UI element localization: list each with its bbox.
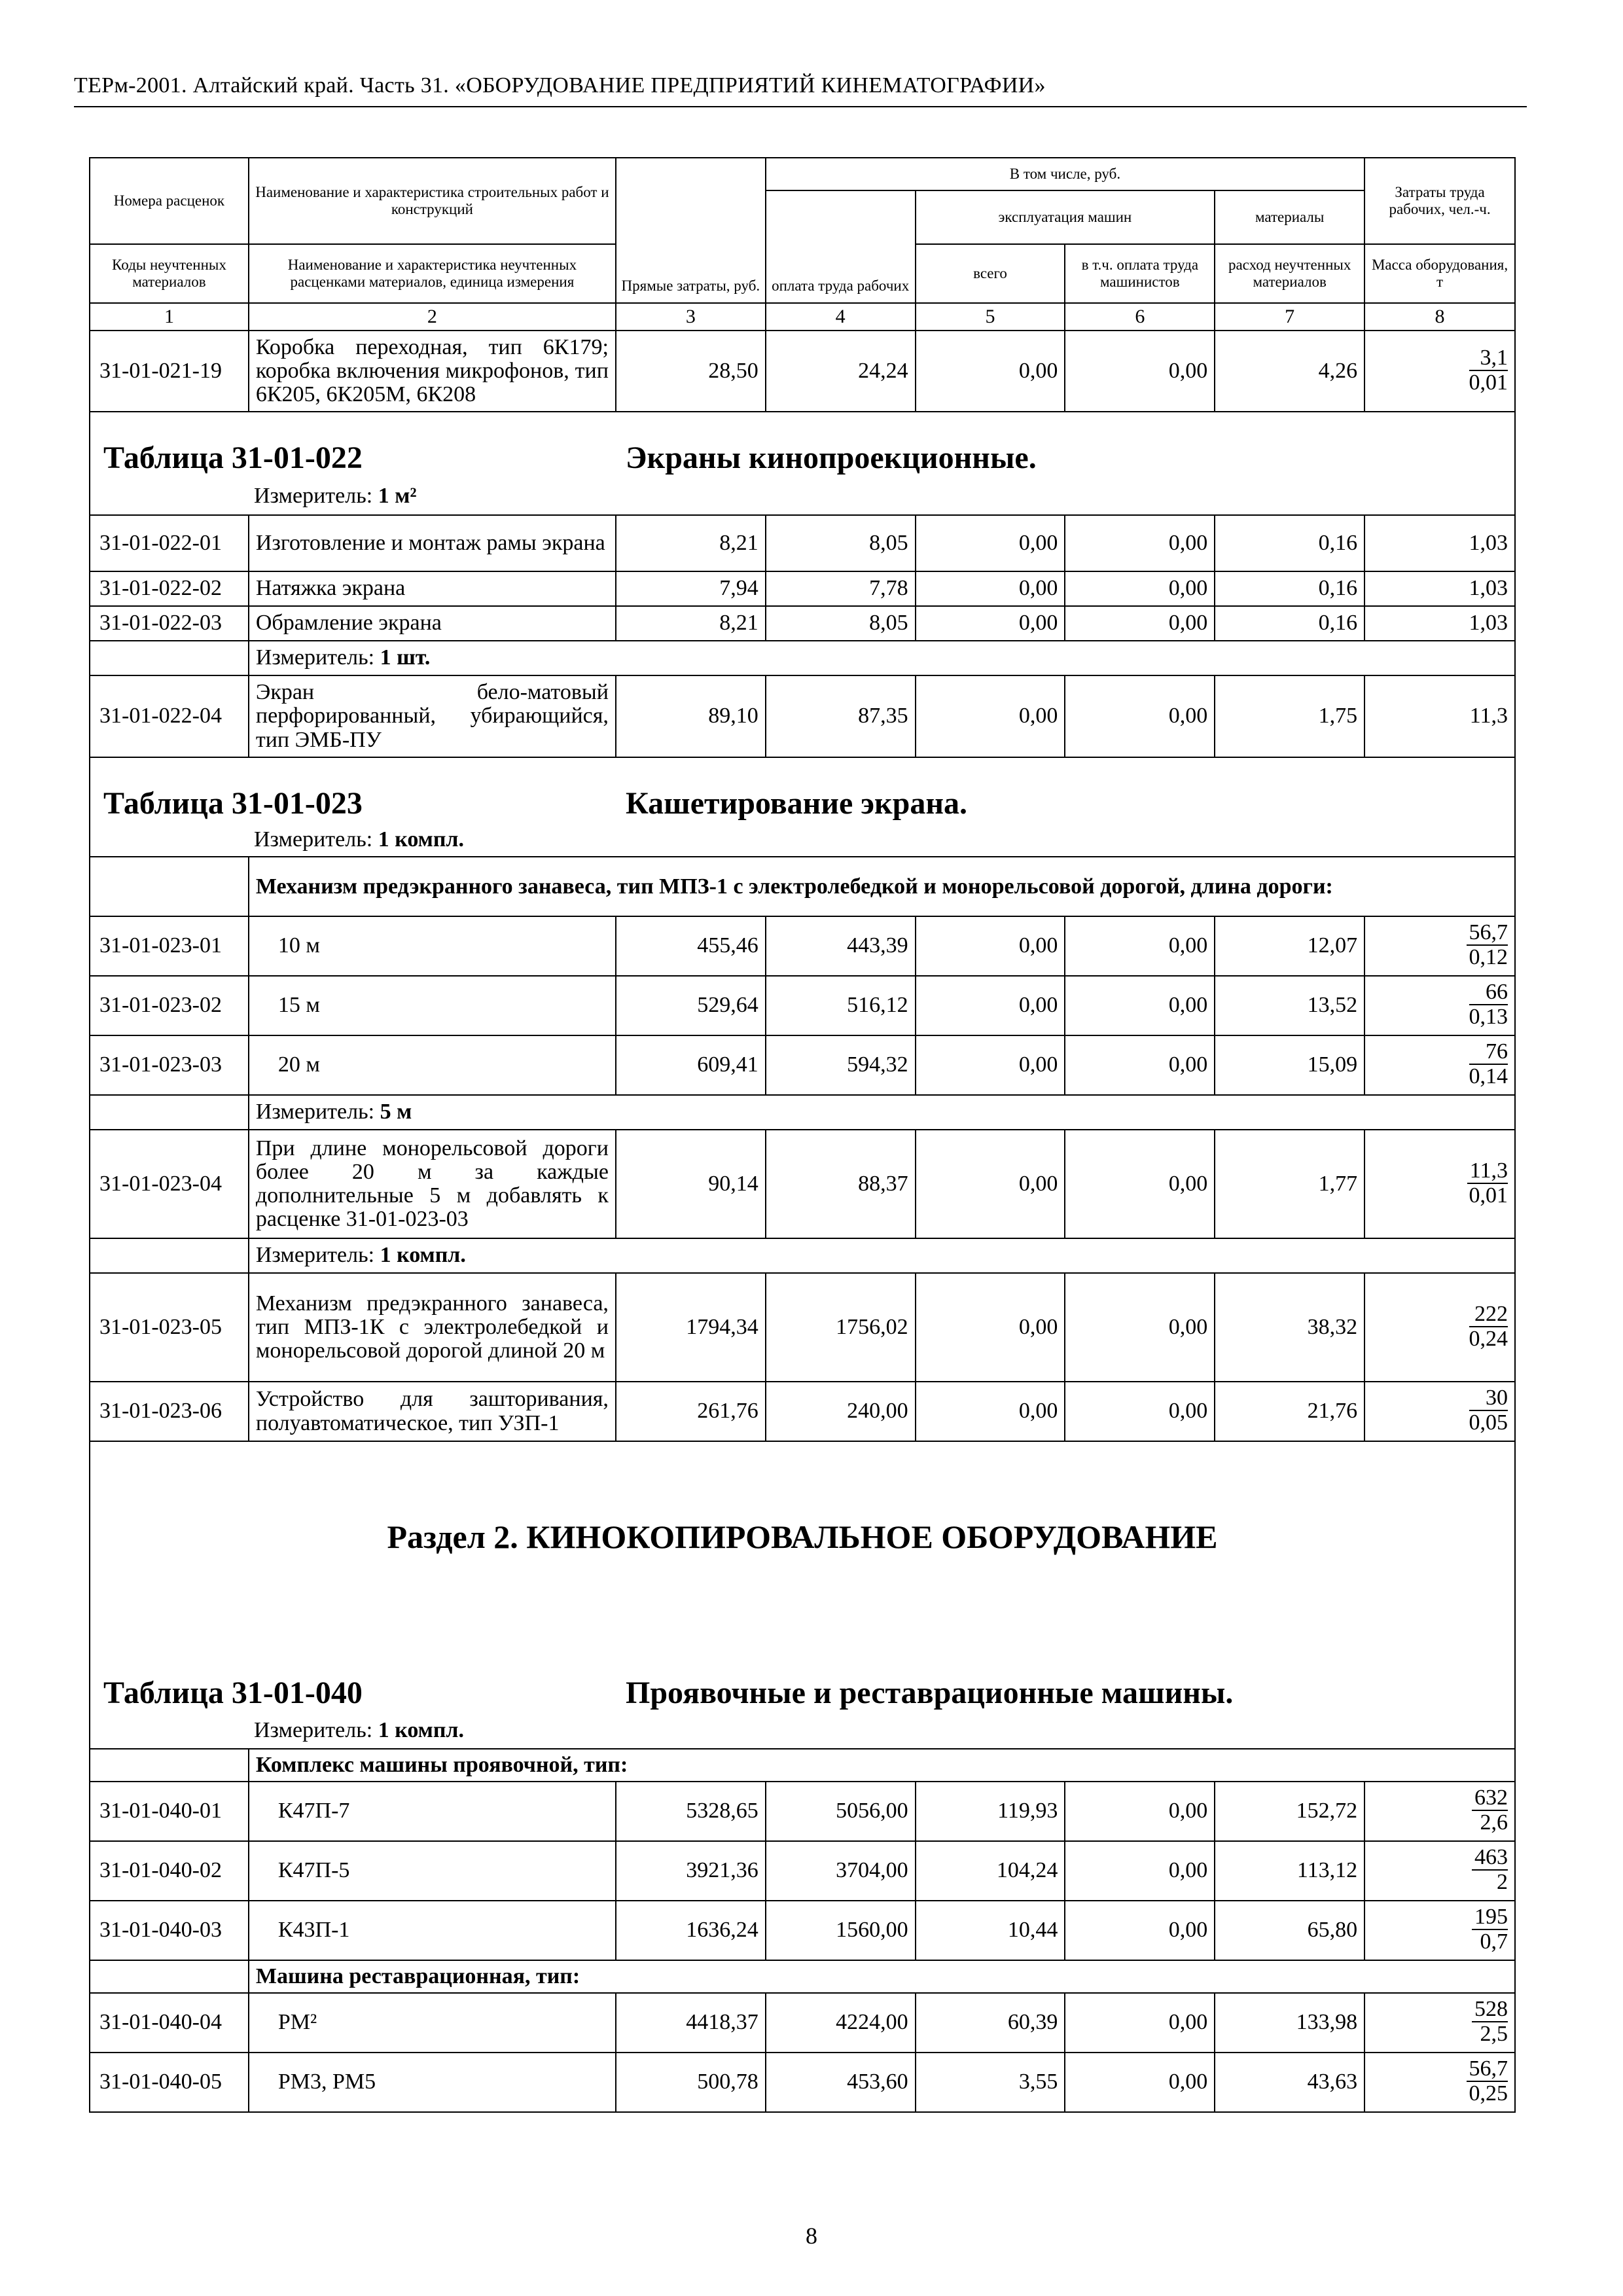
row-machine-total: 0,00 bbox=[916, 515, 1065, 571]
row-machine-total: 0,00 bbox=[916, 331, 1065, 412]
row-operator-pay: 0,00 bbox=[1065, 1382, 1215, 1441]
table-row bbox=[90, 1841, 1515, 1901]
row-direct-cost: 1794,34 bbox=[616, 1273, 766, 1382]
row-name bbox=[249, 2053, 616, 2112]
row-code: 31-01-023-02 bbox=[90, 976, 249, 1035]
row-labor-mass bbox=[1364, 1993, 1515, 2053]
table-row bbox=[90, 1782, 1515, 1841]
row-materials: 15,09 bbox=[1215, 1035, 1364, 1095]
table-title bbox=[90, 757, 1515, 824]
table-row bbox=[90, 2053, 1515, 2112]
column-number: 1 bbox=[90, 303, 249, 331]
row-labor-pay: 1560,00 bbox=[766, 1901, 916, 1960]
unit-row bbox=[90, 1713, 1515, 1749]
fraction bbox=[1467, 2058, 1508, 2105]
row-labor-mass bbox=[1364, 1382, 1515, 1441]
row-materials: 65,80 bbox=[1215, 1901, 1364, 1960]
row-labor-pay: 4224,00 bbox=[766, 1993, 916, 2053]
row-materials: 12,07 bbox=[1215, 916, 1364, 976]
fraction bbox=[1472, 1787, 1508, 1834]
fraction-denominator: 0,25 bbox=[1469, 2081, 1508, 2106]
fraction-denominator: 0,01 bbox=[1469, 370, 1508, 395]
row-name-text: РМ3, РМ5 bbox=[277, 2070, 376, 2094]
row-labor-mass bbox=[1364, 2053, 1515, 2112]
unit-row bbox=[90, 478, 1515, 515]
row-operator-pay: 0,00 bbox=[1065, 916, 1215, 976]
column-number: 4 bbox=[766, 303, 916, 331]
row-operator-pay: 0,00 bbox=[1065, 1841, 1215, 1901]
table-title-row bbox=[90, 1657, 1515, 1713]
row-labor: 1,03 bbox=[1364, 606, 1515, 641]
group-heading: Комплекс машины проявочной, тип: bbox=[249, 1749, 1515, 1782]
row-code: 31-01-040-02 bbox=[90, 1841, 249, 1901]
fraction-denominator: 2 bbox=[1497, 1870, 1508, 1895]
column-number: 8 bbox=[1364, 303, 1515, 331]
table-name: Проявочные и реставрационные машины. bbox=[626, 1676, 1234, 1711]
table-row bbox=[90, 675, 1515, 757]
fraction-denominator: 0,14 bbox=[1469, 1064, 1508, 1089]
row-labor-pay: 516,12 bbox=[766, 976, 916, 1035]
row-name-text: 15 м bbox=[277, 993, 320, 1018]
row-code: 31-01-021-19 bbox=[90, 331, 249, 412]
row-code: 31-01-022-02 bbox=[90, 571, 249, 606]
column-number: 6 bbox=[1065, 303, 1215, 331]
row-machine-total: 0,00 bbox=[916, 571, 1065, 606]
row-name: Натяжка экрана bbox=[249, 571, 616, 606]
unit-value: 1 шт. bbox=[380, 645, 431, 670]
column-number: 7 bbox=[1215, 303, 1364, 331]
fraction bbox=[1469, 347, 1508, 394]
row-operator-pay: 0,00 bbox=[1065, 1782, 1215, 1841]
row-machine-total: 0,00 bbox=[916, 1273, 1065, 1382]
fraction-denominator: 2,6 bbox=[1480, 1810, 1508, 1835]
row-materials: 0,16 bbox=[1215, 606, 1364, 641]
row-materials: 43,63 bbox=[1215, 2053, 1364, 2112]
row-code: 31-01-023-03 bbox=[90, 1035, 249, 1095]
table-row bbox=[90, 976, 1515, 1035]
fraction-numerator: 56,7 bbox=[1467, 2058, 1508, 2082]
row-name-text: 20 м bbox=[277, 1052, 320, 1077]
unit-value: 1 компл. bbox=[380, 1243, 466, 1268]
row-machine-total: 0,00 bbox=[916, 916, 1065, 976]
header-materials: материалы bbox=[1215, 190, 1364, 244]
unit-line bbox=[249, 1238, 1515, 1273]
header-col7: расход неучтенных материалов bbox=[1215, 244, 1364, 303]
fraction-numerator: 528 bbox=[1472, 1998, 1508, 2022]
unit-label: Измеритель: bbox=[255, 645, 375, 670]
group-spacer bbox=[90, 857, 249, 916]
fraction bbox=[1469, 1041, 1508, 1088]
row-operator-pay: 0,00 bbox=[1065, 606, 1215, 641]
row-code: 31-01-040-04 bbox=[90, 1993, 249, 2053]
row-labor-pay: 88,37 bbox=[766, 1130, 916, 1238]
row-labor: 1,03 bbox=[1364, 515, 1515, 571]
fraction-numerator: 3,1 bbox=[1469, 347, 1508, 371]
group-row bbox=[90, 857, 1515, 916]
row-labor-pay: 5056,00 bbox=[766, 1782, 916, 1841]
unit-label: Измеритель: bbox=[254, 827, 373, 852]
row-direct-cost: 609,41 bbox=[616, 1035, 766, 1095]
group-row bbox=[90, 1960, 1515, 1993]
row-name bbox=[249, 916, 616, 976]
fraction-denominator: 2,5 bbox=[1480, 2022, 1508, 2047]
row-materials: 133,98 bbox=[1215, 1993, 1364, 2053]
row-operator-pay: 0,00 bbox=[1065, 1035, 1215, 1095]
row-machine-total: 3,55 bbox=[916, 2053, 1065, 2112]
row-labor-pay: 453,60 bbox=[766, 2053, 916, 2112]
header-row-1 bbox=[90, 158, 1515, 190]
table-row bbox=[90, 515, 1515, 571]
fraction-denominator: 0,7 bbox=[1480, 1929, 1508, 1954]
table-title bbox=[90, 412, 1515, 478]
header-col2-top: Наименование и характеристика строительных работ и конструкций bbox=[249, 158, 616, 244]
section-title: Раздел 2. КИНОКОПИРОВАЛЬНОЕ ОБОРУДОВАНИЕ bbox=[90, 1441, 1515, 1657]
row-materials: 0,16 bbox=[1215, 571, 1364, 606]
row-labor-mass bbox=[1364, 331, 1515, 412]
group-row bbox=[90, 1749, 1515, 1782]
row-direct-cost: 529,64 bbox=[616, 976, 766, 1035]
fraction-denominator: 0,13 bbox=[1469, 1005, 1508, 1030]
row-labor-mass bbox=[1364, 1273, 1515, 1382]
row-operator-pay: 0,00 bbox=[1065, 1273, 1215, 1382]
unit-line bbox=[249, 1095, 1515, 1130]
row-machine-total: 104,24 bbox=[916, 1841, 1065, 1901]
group-spacer bbox=[90, 1749, 249, 1782]
row-direct-cost: 89,10 bbox=[616, 675, 766, 757]
fraction bbox=[1472, 1846, 1508, 1893]
row-direct-cost: 1636,24 bbox=[616, 1901, 766, 1960]
table-row bbox=[90, 916, 1515, 976]
row-operator-pay: 0,00 bbox=[1065, 1901, 1215, 1960]
table-name: Кашетирование экрана. bbox=[626, 786, 968, 821]
row-materials: 1,75 bbox=[1215, 675, 1364, 757]
row-labor-pay: 240,00 bbox=[766, 1382, 916, 1441]
fraction-numerator: 632 bbox=[1472, 1787, 1508, 1811]
row-labor-mass bbox=[1364, 1841, 1515, 1901]
group-heading: Машина реставрационная, тип: bbox=[249, 1960, 1515, 1993]
row-machine-total: 0,00 bbox=[916, 675, 1065, 757]
row-name: Устройство для зашторивания, полуавтоматическое, тип УЗП-1 bbox=[249, 1382, 616, 1441]
row-name: При длине монорельсовой дороги более 20 м за каждые дополнительные 5 м добавлять к расценке 31-01-023-03 bbox=[249, 1130, 616, 1238]
table-row bbox=[90, 1273, 1515, 1382]
row-direct-cost: 261,76 bbox=[616, 1382, 766, 1441]
page-number: 8 bbox=[806, 2223, 817, 2249]
row-labor-pay: 8,05 bbox=[766, 606, 916, 641]
fraction bbox=[1467, 922, 1508, 969]
row-operator-pay: 0,00 bbox=[1065, 1993, 1215, 2053]
fraction-numerator: 222 bbox=[1469, 1303, 1508, 1327]
group-spacer bbox=[90, 1960, 249, 1993]
row-operator-pay: 0,00 bbox=[1065, 675, 1215, 757]
row-direct-cost: 5328,65 bbox=[616, 1782, 766, 1841]
row-materials: 0,16 bbox=[1215, 515, 1364, 571]
running-header: ТЕРм-2001. Алтайский край. Часть 31. «ОБОРУДОВАНИЕ ПРЕДПРИЯТИЙ КИНЕМАТОГРАФИИ» bbox=[74, 73, 1046, 98]
row-labor-mass bbox=[1364, 916, 1515, 976]
table-row bbox=[90, 606, 1515, 641]
row-materials: 4,26 bbox=[1215, 331, 1364, 412]
row-labor: 1,03 bbox=[1364, 571, 1515, 606]
row-materials: 152,72 bbox=[1215, 1782, 1364, 1841]
row-name: Обрамление экрана bbox=[249, 606, 616, 641]
row-code: 31-01-040-01 bbox=[90, 1782, 249, 1841]
row-name-text: РМ² bbox=[277, 2010, 317, 2035]
row-direct-cost: 4418,37 bbox=[616, 1993, 766, 2053]
row-operator-pay: 0,00 bbox=[1065, 515, 1215, 571]
row-labor-pay: 3704,00 bbox=[766, 1841, 916, 1901]
row-labor-pay: 7,78 bbox=[766, 571, 916, 606]
fraction-denominator: 0,05 bbox=[1469, 1410, 1508, 1435]
row-name-text: К43П-1 bbox=[277, 1918, 350, 1943]
row-labor-pay: 87,35 bbox=[766, 675, 916, 757]
table-row bbox=[90, 331, 1515, 412]
row-materials: 13,52 bbox=[1215, 976, 1364, 1035]
fraction-numerator: 463 bbox=[1472, 1846, 1508, 1871]
row-direct-cost: 8,21 bbox=[616, 515, 766, 571]
table-title-row bbox=[90, 757, 1515, 824]
row-name: Механизм предэкранного занавеса, тип МПЗ-1К с электролебедкой и монорельсовой дорогой длиной 20 м bbox=[249, 1273, 616, 1382]
header-incl: В том числе, руб. bbox=[766, 158, 1364, 190]
fraction bbox=[1469, 1387, 1508, 1434]
row-name-text: К47П-7 bbox=[277, 1799, 350, 1823]
row-materials: 113,12 bbox=[1215, 1841, 1364, 1901]
table-row bbox=[90, 1901, 1515, 1960]
row-labor-mass bbox=[1364, 1782, 1515, 1841]
row-direct-cost: 28,50 bbox=[616, 331, 766, 412]
table-number: Таблица 31-01-022 bbox=[103, 440, 363, 476]
unit-row bbox=[90, 824, 1515, 857]
unit-value: 1 компл. bbox=[378, 1718, 465, 1743]
unit-row bbox=[90, 1238, 1515, 1273]
row-name: Экран бело-матовый перфорированный, убирающийся, тип ЭМБ-ПУ bbox=[249, 675, 616, 757]
row-labor-pay: 24,24 bbox=[766, 331, 916, 412]
table-row bbox=[90, 1130, 1515, 1238]
row-code: 31-01-023-05 bbox=[90, 1273, 249, 1382]
row-code: 31-01-022-01 bbox=[90, 515, 249, 571]
fraction-denominator: 0,24 bbox=[1469, 1326, 1508, 1351]
fraction bbox=[1467, 1160, 1508, 1207]
row-code: 31-01-040-05 bbox=[90, 2053, 249, 2112]
price-table-body bbox=[90, 158, 1515, 2112]
price-table bbox=[89, 157, 1516, 2113]
header-col1-top: Номера расценок bbox=[90, 158, 249, 244]
row-machine-total: 60,39 bbox=[916, 1993, 1065, 2053]
row-machine-total: 0,00 bbox=[916, 606, 1065, 641]
column-number: 2 bbox=[249, 303, 616, 331]
fraction-numerator: 30 bbox=[1469, 1387, 1508, 1411]
unit-spacer bbox=[90, 1095, 249, 1130]
row-machine-total: 0,00 bbox=[916, 1035, 1065, 1095]
header-col8-bottom: Масса оборудования, т bbox=[1364, 244, 1515, 303]
header-col2-bottom: Наименование и характеристика неучтенных расценками материалов, единица измерения bbox=[249, 244, 616, 303]
unit-row bbox=[90, 1095, 1515, 1130]
header-col5: всего bbox=[916, 244, 1065, 303]
row-operator-pay: 0,00 bbox=[1065, 571, 1215, 606]
fraction bbox=[1469, 981, 1508, 1028]
header-rule bbox=[74, 106, 1527, 107]
row-name bbox=[249, 976, 616, 1035]
fraction-numerator: 195 bbox=[1472, 1906, 1508, 1930]
unit-value: 1 м² bbox=[378, 484, 417, 509]
row-operator-pay: 0,00 bbox=[1065, 976, 1215, 1035]
table-title bbox=[90, 1657, 1515, 1713]
fraction-denominator: 0,12 bbox=[1469, 945, 1508, 970]
row-labor-mass bbox=[1364, 976, 1515, 1035]
row-direct-cost: 8,21 bbox=[616, 606, 766, 641]
row-materials: 38,32 bbox=[1215, 1273, 1364, 1382]
fraction-numerator: 76 bbox=[1469, 1041, 1508, 1065]
row-code: 31-01-040-03 bbox=[90, 1901, 249, 1960]
row-code: 31-01-022-03 bbox=[90, 606, 249, 641]
column-number: 5 bbox=[916, 303, 1065, 331]
column-numbers-row bbox=[90, 303, 1515, 331]
row-labor-pay: 443,39 bbox=[766, 916, 916, 976]
row-operator-pay: 0,00 bbox=[1065, 1130, 1215, 1238]
row-direct-cost: 90,14 bbox=[616, 1130, 766, 1238]
table-number: Таблица 31-01-040 bbox=[103, 1676, 363, 1711]
unit-spacer bbox=[90, 1238, 249, 1273]
unit-label: Измеритель: bbox=[254, 484, 373, 509]
unit-line bbox=[90, 824, 1515, 857]
row-labor-pay: 594,32 bbox=[766, 1035, 916, 1095]
fraction-denominator: 0,01 bbox=[1469, 1183, 1508, 1208]
table-name: Экраны кинопроекционные. bbox=[626, 440, 1037, 476]
unit-line bbox=[249, 641, 1515, 675]
table-row bbox=[90, 571, 1515, 606]
fraction bbox=[1472, 1998, 1508, 2045]
table-number: Таблица 31-01-023 bbox=[103, 786, 363, 821]
row-name-text: К47П-5 bbox=[277, 1858, 350, 1883]
row-labor-mass bbox=[1364, 1035, 1515, 1095]
row-code: 31-01-022-04 bbox=[90, 675, 249, 757]
row-machine-total: 119,93 bbox=[916, 1782, 1065, 1841]
row-labor-pay: 1756,02 bbox=[766, 1273, 916, 1382]
fraction-numerator: 56,7 bbox=[1467, 922, 1508, 946]
row-name-text: 10 м bbox=[277, 933, 320, 958]
row-direct-cost: 3921,36 bbox=[616, 1841, 766, 1901]
group-heading: Механизм предэкранного занавеса, тип МПЗ-1 с электролебедкой и монорельсовой дорогой, длина дороги: bbox=[249, 857, 1515, 916]
row-direct-cost: 500,78 bbox=[616, 2053, 766, 2112]
unit-spacer bbox=[90, 641, 249, 675]
header-col4: оплата труда рабочих bbox=[766, 190, 916, 303]
row-code: 31-01-023-04 bbox=[90, 1130, 249, 1238]
unit-label: Измеритель: bbox=[254, 1718, 373, 1743]
unit-line bbox=[90, 478, 1515, 515]
row-direct-cost: 7,94 bbox=[616, 571, 766, 606]
header-exploitation: эксплуатация машин bbox=[916, 190, 1215, 244]
row-name bbox=[249, 1035, 616, 1095]
row-labor-mass bbox=[1364, 1901, 1515, 1960]
fraction-numerator: 11,3 bbox=[1467, 1160, 1508, 1184]
unit-label: Измеритель: bbox=[255, 1243, 375, 1268]
row-machine-total: 0,00 bbox=[916, 976, 1065, 1035]
row-name: Изготовление и монтаж рамы экрана bbox=[249, 515, 616, 571]
row-labor-mass bbox=[1364, 1130, 1515, 1238]
header-col6: в т.ч. оплата труда машинистов bbox=[1065, 244, 1215, 303]
row-materials: 1,77 bbox=[1215, 1130, 1364, 1238]
row-machine-total: 0,00 bbox=[916, 1130, 1065, 1238]
fraction bbox=[1469, 1303, 1508, 1350]
row-direct-cost: 455,46 bbox=[616, 916, 766, 976]
unit-value: 5 м bbox=[380, 1100, 412, 1124]
row-machine-total: 0,00 bbox=[916, 1382, 1065, 1441]
header-col8-top: Затраты труда рабочих, чел.-ч. bbox=[1364, 158, 1515, 244]
header-col1-bottom: Коды неучтенных материалов bbox=[90, 244, 249, 303]
row-name bbox=[249, 1901, 616, 1960]
row-labor: 11,3 bbox=[1364, 675, 1515, 757]
row-name: Коробка переходная, тип 6К179; коробка включения микрофонов, тип 6К205, 6К205М, 6К208 bbox=[249, 331, 616, 412]
table-row bbox=[90, 1993, 1515, 2053]
row-name bbox=[249, 1841, 616, 1901]
row-labor-pay: 8,05 bbox=[766, 515, 916, 571]
unit-value: 1 компл. bbox=[378, 827, 465, 852]
row-operator-pay: 0,00 bbox=[1065, 2053, 1215, 2112]
row-code: 31-01-023-01 bbox=[90, 916, 249, 976]
row-code: 31-01-023-06 bbox=[90, 1382, 249, 1441]
row-operator-pay: 0,00 bbox=[1065, 331, 1215, 412]
row-name bbox=[249, 1782, 616, 1841]
fraction-numerator: 66 bbox=[1469, 981, 1508, 1005]
fraction bbox=[1472, 1906, 1508, 1953]
table-title-row bbox=[90, 412, 1515, 478]
section-row bbox=[90, 1441, 1515, 1657]
table-row bbox=[90, 1382, 1515, 1441]
unit-line bbox=[90, 1713, 1515, 1749]
row-name bbox=[249, 1993, 616, 2053]
row-materials: 21,76 bbox=[1215, 1382, 1364, 1441]
row-machine-total: 10,44 bbox=[916, 1901, 1065, 1960]
column-number: 3 bbox=[616, 303, 766, 331]
unit-row bbox=[90, 641, 1515, 675]
unit-label: Измеритель: bbox=[255, 1100, 375, 1124]
table-row bbox=[90, 1035, 1515, 1095]
header-col3: Прямые затраты, руб. bbox=[616, 158, 766, 303]
